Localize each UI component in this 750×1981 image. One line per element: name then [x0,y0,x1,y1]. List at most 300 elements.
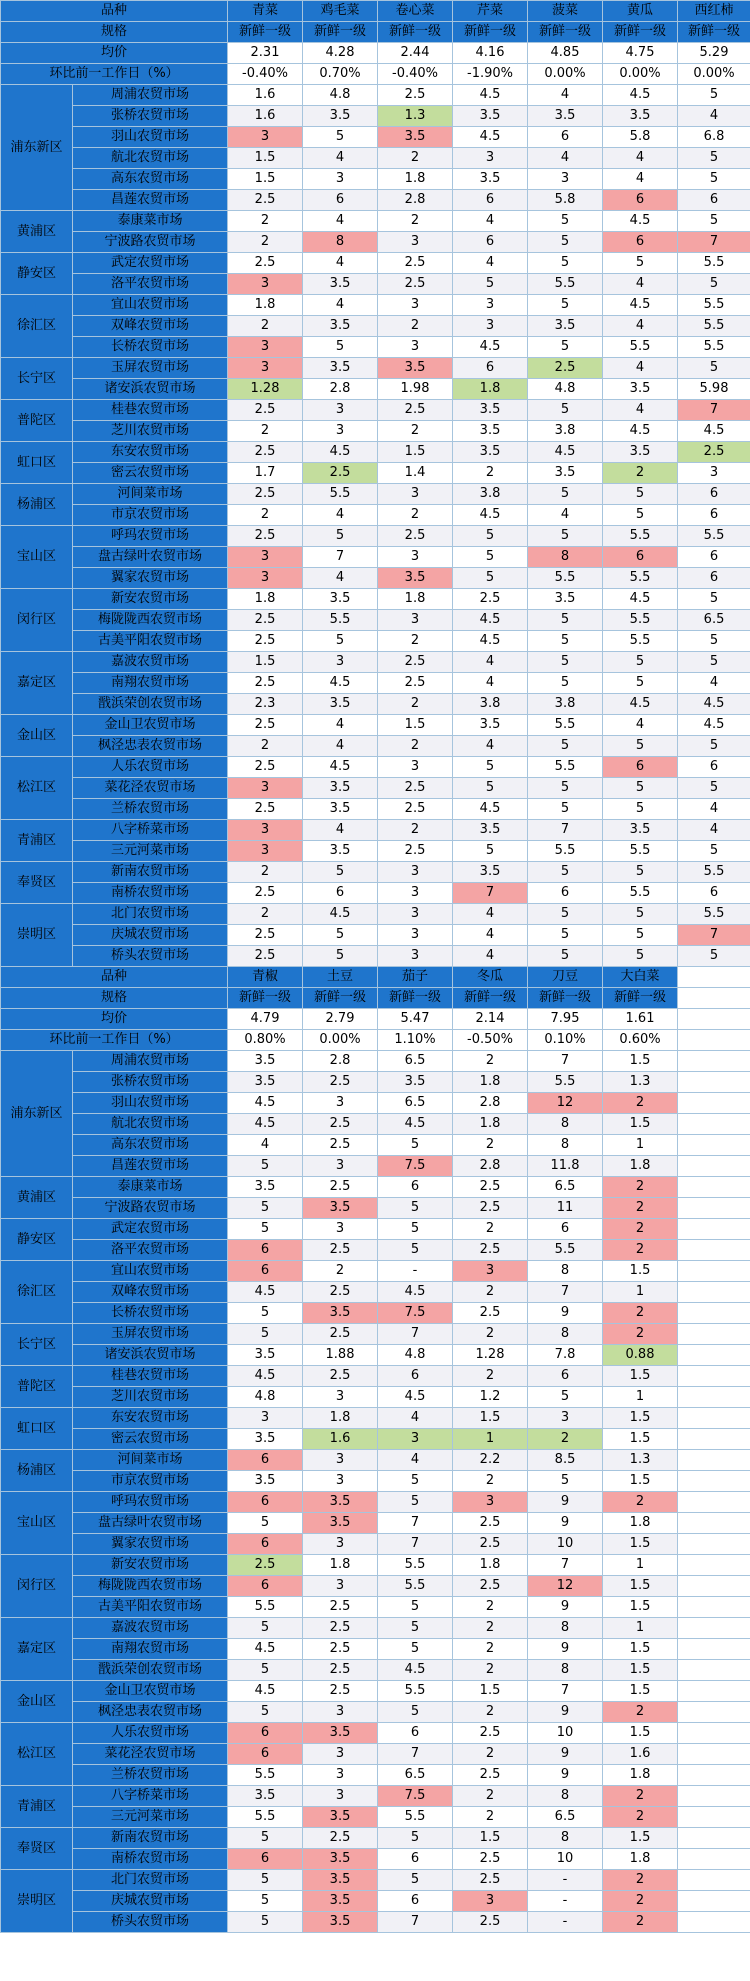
price-cell: 3.5 [603,820,678,841]
price-cell: 5 [678,652,750,673]
price-cell: 3.8 [528,421,603,442]
market-name: 航北农贸市场 [73,148,228,169]
price-cell: 4.5 [378,1387,453,1408]
price-cell: 1.5 [228,652,303,673]
price-cell: 2.5 [378,652,453,673]
price-cell: 5 [228,1912,303,1933]
market-name: 三元河菜市场 [73,1807,228,1828]
change-value: -1.90% [453,64,528,85]
table-row [1,568,750,589]
price-cell: 5 [303,631,378,652]
price-cell: 3 [453,295,528,316]
price-cell: 3 [228,358,303,379]
price-cell: 4.8 [228,1387,303,1408]
price-cell: 1 [603,1282,678,1303]
price-cell: 6.5 [378,1093,453,1114]
price-cell: 2.5 [378,400,453,421]
change-value: -0.40% [228,64,303,85]
market-name: 三元河菜市场 [73,841,228,862]
product-name: 青椒 [228,967,303,988]
price-cell: 3 [303,1576,378,1597]
price-cell: 5 [603,652,678,673]
price-cell: 5 [303,337,378,358]
empty-cell [678,1450,750,1471]
empty-cell [678,1366,750,1387]
empty-cell [678,1618,750,1639]
price-cell: 2 [603,1870,678,1891]
price-cell: 1.5 [603,1597,678,1618]
market-name: 密云农贸市场 [73,1429,228,1450]
district-name: 松江区 [1,1723,73,1786]
price-cell: 4 [303,253,378,274]
market-name: 古美平阳农贸市场 [73,631,228,652]
price-cell: 2 [453,1660,528,1681]
market-name: 东安农贸市场 [73,442,228,463]
empty-cell [678,1177,750,1198]
price-cell: 9 [528,1492,603,1513]
market-name: 宁波路农贸市场 [73,232,228,253]
price-cell: 4.5 [303,442,378,463]
price-cell: 3 [228,820,303,841]
table-row [1,1555,750,1576]
price-cell: 5.5 [528,715,603,736]
price-cell: 3.5 [453,715,528,736]
price-cell: 4 [528,505,603,526]
product-spec: 新鲜一级 [303,988,378,1009]
price-cell: 2.5 [453,1303,528,1324]
variety-label: 品种 [1,1,228,22]
price-cell: 2 [603,1219,678,1240]
price-cell: 2.8 [378,190,453,211]
price-cell: 2.8 [453,1093,528,1114]
market-name: 盘古绿叶农贸市场 [73,1513,228,1534]
market-name: 戬浜荣创农贸市场 [73,1660,228,1681]
price-cell: 4.5 [678,715,750,736]
price-cell: 2.5 [378,274,453,295]
price-cell: 3.5 [453,421,528,442]
price-cell: 5 [528,1387,603,1408]
price-cell: 2.5 [228,400,303,421]
price-cell: 3.5 [528,106,603,127]
table-row [1,547,750,568]
price-cell: 4.5 [228,1282,303,1303]
price-cell: 3.5 [603,442,678,463]
price-cell: 6 [603,232,678,253]
price-cell: 3.5 [303,1891,378,1912]
price-cell: 2.5 [303,1177,378,1198]
price-cell: 2 [453,1135,528,1156]
market-name: 兰桥农贸市场 [73,1765,228,1786]
district-name: 徐汇区 [1,295,73,358]
district-name: 宝山区 [1,1492,73,1555]
price-cell: 2.5 [453,1765,528,1786]
table-row [1,1072,750,1093]
table-row [1,1114,750,1135]
price-cell: 4 [603,148,678,169]
market-name: 金山卫农贸市场 [73,715,228,736]
district-name: 长宁区 [1,1324,73,1366]
price-cell: 1.5 [603,1639,678,1660]
price-cell: 6.5 [678,610,750,631]
price-cell: 3.5 [228,1471,303,1492]
table-row [1,316,750,337]
price-cell: 2.5 [228,883,303,904]
empty-cell [678,1135,750,1156]
price-cell: 3.5 [303,274,378,295]
price-cell: 5 [228,1219,303,1240]
price-cell: 7 [528,1681,603,1702]
empty-cell [678,1387,750,1408]
price-cell: 5 [528,295,603,316]
price-cell: 2 [453,1282,528,1303]
table-row [1,610,750,631]
price-cell: 1.6 [228,85,303,106]
table-row [1,1702,750,1723]
price-cell: 3.5 [603,379,678,400]
price-cell: 5 [528,631,603,652]
price-cell: 1.8 [603,1765,678,1786]
price-cell: 6 [528,127,603,148]
price-cell: 2.8 [303,1051,378,1072]
change-value: 0.80% [228,1030,303,1051]
price-cell: 2 [453,1807,528,1828]
price-cell: 3 [378,757,453,778]
price-cell: 4 [228,1135,303,1156]
price-cell: 7 [678,232,750,253]
empty-cell [678,1072,750,1093]
district-name: 浦东新区 [1,85,73,211]
price-cell: 5 [453,757,528,778]
empty-cell [678,1219,750,1240]
price-cell: 5.5 [603,568,678,589]
price-cell: 2.5 [228,610,303,631]
price-cell: 2.5 [378,526,453,547]
district-name: 青浦区 [1,820,73,862]
price-cell: 3 [378,946,453,967]
table-row [1,715,750,736]
price-cell: 2.5 [228,526,303,547]
price-cell: 4.5 [378,1282,453,1303]
price-cell: 2.5 [303,1660,378,1681]
price-cell: 1.5 [453,1681,528,1702]
price-cell: 5 [378,1618,453,1639]
price-cell: 2.5 [378,673,453,694]
price-cell: 4 [603,169,678,190]
price-cell: 1.6 [228,106,303,127]
empty-cell [678,1303,750,1324]
price-cell: 2.5 [228,442,303,463]
price-cell: 3.5 [453,442,528,463]
table-row [1,1429,750,1450]
price-cell: 6 [453,190,528,211]
market-name: 菜花泾农贸市场 [73,1744,228,1765]
table-row [1,778,750,799]
market-name: 张桥农贸市场 [73,1072,228,1093]
price-cell: 2.5 [378,841,453,862]
price-cell: 3.5 [603,106,678,127]
price-cell: 4 [453,211,528,232]
price-cell: 9 [528,1702,603,1723]
price-cell: 4 [603,715,678,736]
price-cell: 1.8 [453,1114,528,1135]
price-cell: 2 [603,1891,678,1912]
price-cell: 3 [378,1429,453,1450]
empty-cell [678,1156,750,1177]
market-name: 庆城农贸市场 [73,925,228,946]
price-cell: 9 [528,1765,603,1786]
price-cell: 1 [453,1429,528,1450]
price-cell: 2.5 [378,253,453,274]
price-cell: 4.5 [453,799,528,820]
empty-cell [678,1492,750,1513]
table-row [1,1051,750,1072]
market-name: 北门农贸市场 [73,1870,228,1891]
header-row-spec [1,988,750,1009]
price-cell: 2 [378,148,453,169]
district-name: 松江区 [1,757,73,820]
price-cell: 2.8 [303,379,378,400]
table-row [1,736,750,757]
price-cell: 3 [378,925,453,946]
change-value: 0.00% [678,64,750,85]
product-spec: 新鲜一级 [603,22,678,43]
price-cell: 1.5 [603,1261,678,1282]
price-cell: 5 [378,1597,453,1618]
price-cell: 3 [303,1219,378,1240]
table-row [1,1219,750,1240]
spec-label: 规格 [1,988,228,1009]
price-cell: 2 [378,694,453,715]
price-cell: 2.5 [303,1072,378,1093]
price-cell: 3.5 [378,568,453,589]
product-name: 青菜 [228,1,303,22]
market-name: 翼家农贸市场 [73,1534,228,1555]
change-value: 0.70% [303,64,378,85]
price-cell: 2 [603,1324,678,1345]
price-cell: 5 [528,736,603,757]
price-cell: 2 [603,1177,678,1198]
price-cell: 3.5 [378,1072,453,1093]
district-name: 奉贤区 [1,1828,73,1870]
price-cell: 3 [303,1387,378,1408]
price-cell: 2.5 [303,1681,378,1702]
price-cell: 4.5 [228,1639,303,1660]
price-cell: 5 [528,799,603,820]
price-cell: 3 [303,1765,378,1786]
price-cell: 1.5 [603,1114,678,1135]
market-name: 新南农贸市场 [73,1828,228,1849]
table-row [1,904,750,925]
avg-label: 均价 [1,1009,228,1030]
table-row [1,463,750,484]
price-cell: 4.5 [678,421,750,442]
price-cell: 1.5 [603,1429,678,1450]
price-cell: 6 [678,568,750,589]
price-cell: 4.5 [678,694,750,715]
price-cell: 2.5 [303,1597,378,1618]
price-cell: 5 [303,925,378,946]
price-cell: 3.5 [228,1051,303,1072]
price-cell: 5.5 [528,841,603,862]
table-row [1,1408,750,1429]
price-cell: 1.5 [603,1723,678,1744]
spec-label: 规格 [1,22,228,43]
price-cell: 3 [303,1786,378,1807]
price-cell: 1.88 [303,1345,378,1366]
market-name: 周浦农贸市场 [73,1051,228,1072]
price-cell: 5.5 [528,1240,603,1261]
price-cell: 6 [528,883,603,904]
price-cell: 7.5 [378,1303,453,1324]
price-cell: 4.5 [603,295,678,316]
table-row [1,358,750,379]
price-cell: 3.5 [303,316,378,337]
price-cell: 5.5 [528,757,603,778]
price-cell: 1.5 [603,1828,678,1849]
price-cell: 4.8 [303,85,378,106]
price-cell: 9 [528,1303,603,1324]
header-row-variety [1,1,750,22]
price-cell: 5 [528,1471,603,1492]
table-row [1,1513,750,1534]
price-cell: 2 [603,1240,678,1261]
price-cell: 7.5 [378,1156,453,1177]
price-cell: 6 [678,190,750,211]
price-cell: 3 [453,1891,528,1912]
price-cell: 3.5 [303,1513,378,1534]
price-cell: 5 [378,1639,453,1660]
price-cell: 3.5 [453,400,528,421]
market-name: 桂巷农贸市场 [73,1366,228,1387]
price-cell: 6 [228,1723,303,1744]
market-name: 武定农贸市场 [73,1219,228,1240]
price-cell: 5 [603,484,678,505]
product-name: 西红柿 [678,1,750,22]
market-name: 河间菜市场 [73,484,228,505]
market-name: 宜山农贸市场 [73,1261,228,1282]
price-cell: 1.8 [453,1555,528,1576]
price-cell: 5 [378,1219,453,1240]
price-cell: 3 [303,652,378,673]
empty-cell [678,1261,750,1282]
price-cell: 4 [678,106,750,127]
price-cell: 5 [678,946,750,967]
market-name: 宁波路农贸市场 [73,1198,228,1219]
price-cell: 6 [228,1744,303,1765]
price-cell: 1.5 [378,442,453,463]
price-cell: 2 [378,736,453,757]
price-cell: 1 [603,1618,678,1639]
price-cell: 8.5 [528,1450,603,1471]
price-cell: 7 [378,1534,453,1555]
price-cell: 4 [303,505,378,526]
price-cell: 5.5 [603,883,678,904]
price-cell: 4 [603,400,678,421]
table-row [1,1177,750,1198]
price-cell: 10 [528,1849,603,1870]
empty-cell [678,1891,750,1912]
price-cell: 3.8 [528,694,603,715]
table-row [1,652,750,673]
district-name: 崇明区 [1,904,73,967]
price-cell: 5 [378,1492,453,1513]
district-name: 闵行区 [1,589,73,652]
price-cell: 5 [678,274,750,295]
market-name: 高东农贸市场 [73,1135,228,1156]
district-name: 普陀区 [1,400,73,442]
price-cell: 5.5 [603,631,678,652]
table-row [1,1261,750,1282]
table-row [1,253,750,274]
product-spec: 新鲜一级 [378,988,453,1009]
price-cell: 1.5 [378,715,453,736]
product-name: 土豆 [303,967,378,988]
market-name: 河间菜市场 [73,1450,228,1471]
price-cell: 5 [453,526,528,547]
price-cell: 5 [528,253,603,274]
price-cell: 6 [378,1177,453,1198]
price-cell: 6 [378,1891,453,1912]
price-cell: 5 [303,526,378,547]
change-label: 环比前一工作日（%） [1,1030,228,1051]
price-cell: 4 [528,148,603,169]
price-cell: 2.5 [303,1114,378,1135]
price-cell: 5.5 [678,526,750,547]
empty-cell [678,1051,750,1072]
table-row [1,148,750,169]
product-name: 冬瓜 [453,967,528,988]
price-cell: 5.8 [603,127,678,148]
price-cell: 1.8 [228,589,303,610]
market-name: 玉屏农贸市场 [73,1324,228,1345]
price-cell: 5.5 [678,337,750,358]
price-cell: 2.5 [228,925,303,946]
product-spec: 新鲜一级 [528,22,603,43]
table-row [1,1492,750,1513]
price-cell: 3 [228,778,303,799]
price-cell: 5.5 [378,1555,453,1576]
price-cell: 3 [378,883,453,904]
price-cell: 5 [228,1618,303,1639]
price-cell: 2.5 [303,1324,378,1345]
price-cell: 3 [453,1492,528,1513]
avg-label: 均价 [1,43,228,64]
price-cell: 2.5 [453,1534,528,1555]
price-cell: 5 [603,253,678,274]
price-cell: 1.8 [378,169,453,190]
price-cell: 8 [528,1114,603,1135]
price-cell: 5 [678,148,750,169]
price-cell: 4.5 [603,421,678,442]
price-cell: 2.5 [228,484,303,505]
price-cell: 1.5 [603,1681,678,1702]
price-cell: 8 [528,1324,603,1345]
price-cell: 2.5 [453,1240,528,1261]
empty-cell [678,1702,750,1723]
price-cell: 5 [528,778,603,799]
market-name: 芝川农贸市场 [73,421,228,442]
price-cell: 3 [378,862,453,883]
price-cell: 3 [528,169,603,190]
price-cell: 3 [303,1471,378,1492]
price-cell: 1.8 [303,1555,378,1576]
price-cell: 5.5 [603,841,678,862]
district-name: 嘉定区 [1,1618,73,1681]
price-cell: 6 [228,1261,303,1282]
avg-price-value: 5.29 [678,43,750,64]
price-cell: 5 [303,127,378,148]
price-cell: 3.5 [303,841,378,862]
